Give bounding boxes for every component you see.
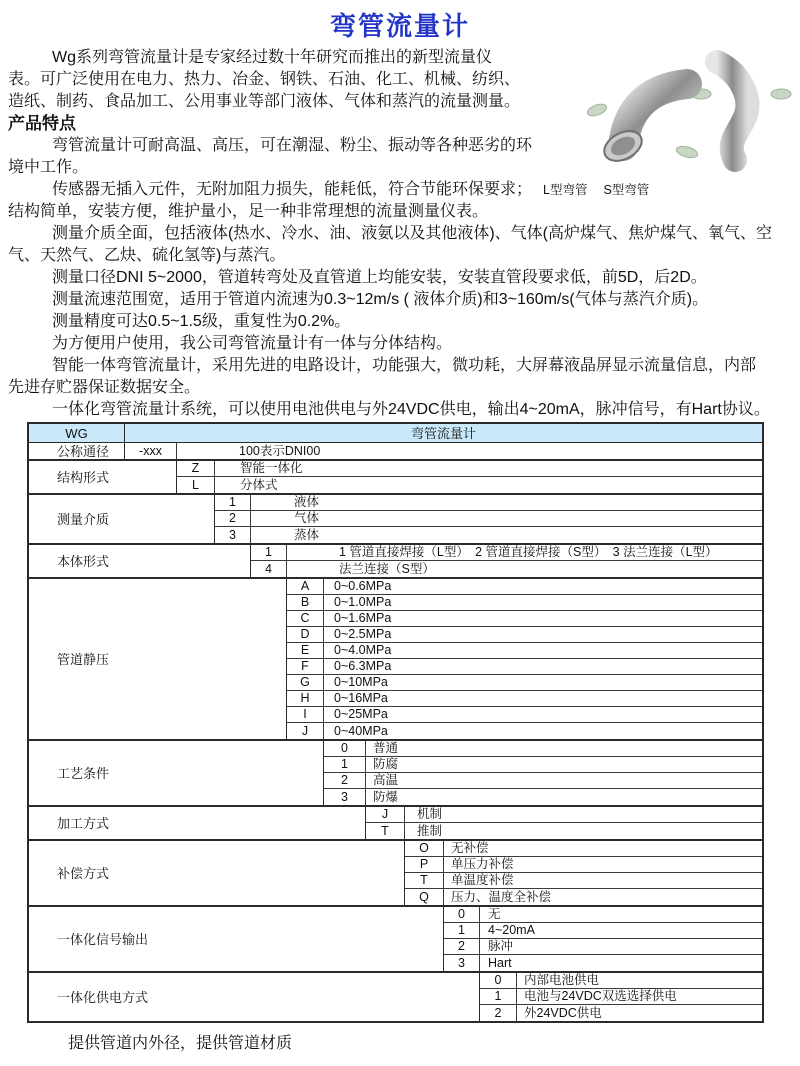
spec-group: [29, 459, 762, 493]
table-row: [324, 757, 762, 773]
spec-group: [29, 577, 762, 739]
spec-desc: 外24VDC供电: [524, 1005, 602, 1020]
intro-line: 一体化弯管流量计系统，可以使用电池供电与外24VDC供电，输出4~20mA，脉冲信号，有Hart协议。: [52, 401, 770, 418]
spec-group: [29, 543, 762, 577]
table-row: [480, 973, 762, 989]
table-row: [405, 841, 762, 857]
spec-desc: 单压力补偿: [451, 857, 514, 872]
intro-line: Wg系列弯管流量计是专家经过数十年研究而推出的新型流量仪: [52, 49, 493, 66]
spec-code: P: [405, 857, 444, 872]
spec-desc: 0~1.6MPa: [334, 611, 392, 626]
spec-code: 0: [444, 907, 480, 922]
spec-desc: 普通: [373, 741, 399, 756]
footer-note: 提供管道内外径，提供管道材质: [68, 1035, 293, 1052]
spec-group: [29, 443, 762, 459]
spec-group-label: 一体化信号输出: [29, 907, 444, 971]
spec-code: 3: [324, 789, 366, 805]
intro-line: 测量流速范围宽，适用于管道内流速为0.3~12m/s ( 液体介质)和3~160m/s(气体与蒸汽介质)。: [52, 291, 709, 308]
table-row: [405, 873, 762, 889]
spec-code: L: [177, 477, 215, 493]
table-row: [287, 723, 762, 739]
spec-desc: 法兰连接（S型）: [339, 561, 435, 576]
spec-desc: 防爆: [373, 789, 399, 804]
spec-desc: 0~6.3MPa: [334, 659, 392, 674]
intro-line: 表。可广泛使用在电力、热力、冶金、钢铁、石油、化工、机械、纺织、: [8, 71, 521, 88]
table-row: [324, 741, 762, 757]
spec-code: 1: [324, 757, 366, 772]
spec-desc: 0~25MPa: [334, 707, 388, 722]
spec-code: D: [287, 627, 324, 642]
table-row: [215, 511, 762, 527]
spec-group-rows: [177, 461, 762, 493]
spec-code: A: [287, 579, 324, 594]
table-row: [444, 923, 762, 939]
spec-desc: 压力、温度全补偿: [451, 889, 552, 904]
spec-code: F: [287, 659, 324, 674]
spec-desc: 液体: [294, 495, 320, 510]
spec-group-label: 管道静压: [29, 579, 287, 739]
spec-desc: 高温: [373, 773, 399, 788]
spec-desc: 单温度补偿: [451, 873, 514, 888]
spec-group-rows: [125, 443, 762, 459]
spec-code: H: [287, 691, 324, 706]
spec-code: -xxx: [125, 443, 177, 459]
table-row: [215, 495, 762, 511]
spec-code: 1: [251, 545, 287, 560]
intro-line: 结构简单，安装方便，维护量小，足一种非常理想的流量测量仪表。: [8, 203, 489, 220]
table-row: [287, 707, 762, 723]
model-selection-table: [27, 422, 764, 1023]
spec-group-label: 本体形式: [29, 545, 251, 577]
spec-desc: 0~16MPa: [334, 691, 388, 706]
table-row: [251, 545, 762, 561]
spec-code: 0: [480, 973, 517, 988]
spec-desc: 0~0.6MPa: [334, 579, 392, 594]
spec-code: C: [287, 611, 324, 626]
spec-code: Q: [405, 889, 444, 905]
spec-group-label: 加工方式: [29, 807, 366, 839]
table-row: [287, 627, 762, 643]
intro-line: 测量介质全面，包括液体(热水、冷水、油、液氨以及其他液体)、气体(高炉煤气、焦炉煤气、氧气、空: [52, 225, 772, 242]
spec-group-label: 测量介质: [29, 495, 215, 543]
intro-line: 先进存贮器保证数据安全。: [8, 379, 201, 396]
intro-line: 为方便用户使用，我公司弯管流量计有一体与分体结构。: [52, 335, 453, 352]
spec-group-rows: [366, 807, 762, 839]
spec-group-label: 结构形式: [29, 461, 177, 493]
features-heading: 产品特点: [8, 114, 76, 133]
table-row: [215, 527, 762, 543]
table-row: [287, 595, 762, 611]
table-row: [177, 477, 762, 493]
spec-group-label: 工艺条件: [29, 741, 324, 805]
spec-desc: 0~40MPa: [334, 723, 388, 738]
spec-group: [29, 905, 762, 971]
spec-desc: 1 管道直接焊接（L型） 2 管道直接焊接（S型） 3 法兰连接（L型）: [339, 545, 718, 560]
spec-code: 1: [215, 495, 251, 510]
spec-table-body: [29, 443, 762, 1021]
table-row: [177, 461, 762, 477]
spec-code: 4: [251, 561, 287, 577]
spec-code: 2: [324, 773, 366, 788]
spec-code: 1: [480, 989, 517, 1004]
spec-group-label: 一体化供电方式: [29, 973, 480, 1021]
spec-code: Z: [177, 461, 215, 476]
table-row: [444, 939, 762, 955]
table-row: [287, 675, 762, 691]
table-row: [405, 889, 762, 905]
table-row: [405, 857, 762, 873]
spec-desc: 蒸体: [294, 527, 320, 542]
s-elbow-caption: S型弯管: [603, 183, 650, 197]
spec-code: 2: [444, 939, 480, 954]
spec-desc: 推制: [417, 823, 443, 838]
spec-desc: 脉冲: [488, 939, 514, 954]
spec-code: J: [366, 807, 405, 822]
table-row: [125, 443, 762, 459]
spec-group-rows: [251, 545, 762, 577]
page-title: 弯管流量计: [329, 11, 470, 41]
intro-line: 气、天然气、乙炔、硫化氢等)与蒸汽。: [8, 247, 286, 264]
spec-desc: 0~1.0MPa: [334, 595, 392, 610]
spec-code: 3: [215, 527, 251, 543]
figure-captions: [543, 180, 649, 198]
intro-line: 传感器无插入元件，无附加阻力损失，能耗低，符合节能环保要求；: [52, 181, 533, 198]
table-row: [287, 691, 762, 707]
spec-desc: 0~4.0MPa: [334, 643, 392, 658]
table-row: [324, 773, 762, 789]
spec-code: J: [287, 723, 324, 739]
spec-code: T: [405, 873, 444, 888]
table-row: [287, 659, 762, 675]
spec-group: [29, 493, 762, 543]
table-row: [287, 643, 762, 659]
spec-desc: Hart: [488, 955, 512, 970]
table-row: [251, 561, 762, 577]
table-row: [366, 807, 762, 823]
spec-code: E: [287, 643, 324, 658]
l-elbow-caption: L型弯管: [543, 183, 588, 197]
spec-code: 2: [215, 511, 251, 526]
table-row: [444, 955, 762, 971]
spec-desc: 内部电池供电: [524, 973, 600, 988]
spec-desc: 智能一体化: [240, 461, 303, 476]
intro-line: 弯管流量计可耐高温、高压，可在潮湿、粉尘、振动等各种恶劣的环: [52, 137, 533, 154]
spec-group-rows: [215, 495, 762, 543]
table-row: [324, 789, 762, 805]
spec-desc: 4~20mA: [488, 923, 535, 938]
spec-desc: 无补偿: [451, 841, 489, 856]
spec-code: I: [287, 707, 324, 722]
spec-desc: 100表示DNI00: [239, 443, 321, 458]
spec-group-rows: [480, 973, 762, 1021]
intro-line: 造纸、制药、食品加工、公用事业等部门液体、气体和蒸汽的流量测量。: [8, 93, 521, 110]
spec-group-rows: [405, 841, 762, 905]
intro-line: 智能一体弯管流量计，采用先进的电路设计，功能强大，微功耗，大屏幕液晶屏显示流量信息，内部: [52, 357, 757, 374]
spec-table-header: [29, 424, 762, 443]
spec-code: G: [287, 675, 324, 690]
spec-group: [29, 805, 762, 839]
elbow-pipes-svg: [575, 42, 795, 182]
table-row: [480, 1005, 762, 1021]
spec-group-label: 补偿方式: [29, 841, 405, 905]
spec-code: 0: [324, 741, 366, 756]
spec-header-code: WG: [29, 424, 125, 442]
spec-group-rows: [287, 579, 762, 739]
spec-code: O: [405, 841, 444, 856]
spec-desc: 0~10MPa: [334, 675, 388, 690]
table-row: [444, 907, 762, 923]
spec-code: T: [366, 823, 405, 839]
spec-desc: 气体: [294, 511, 320, 526]
s-elbow-shape: [717, 62, 747, 160]
table-row: [366, 823, 762, 839]
spec-desc: 0~2.5MPa: [334, 627, 392, 642]
spec-code: 2: [480, 1005, 517, 1021]
spec-group: [29, 739, 762, 805]
table-row: [287, 579, 762, 595]
spec-desc: 防腐: [373, 757, 399, 772]
table-row: [287, 611, 762, 627]
spec-desc: 分体式: [240, 477, 278, 492]
spec-code: 1: [444, 923, 480, 938]
spec-group-rows: [324, 741, 762, 805]
spec-desc: 电池与24VDC双选选择供电: [524, 989, 677, 1004]
spec-group: [29, 971, 762, 1021]
spec-group: [29, 839, 762, 905]
spec-group-rows: [444, 907, 762, 971]
intro-line: 测量精度可达0.5~1.5级，重复性为0.2%。: [52, 313, 351, 330]
l-elbow-shape: [599, 84, 687, 167]
intro-line: 测量口径DNI 5~2000，管道转弯处及直管道上均能安装，安装直管段要求低，前5D，后2D。: [52, 269, 707, 286]
spec-header-title: 弯管流量计: [410, 425, 476, 441]
spec-desc: 机制: [417, 807, 443, 822]
spec-group-label: 公称通径: [29, 443, 125, 459]
spec-code: B: [287, 595, 324, 610]
intro-line: 境中工作。: [8, 159, 89, 176]
spec-code: 3: [444, 955, 480, 971]
spec-desc: 无: [488, 907, 501, 922]
elbow-pipes-image: [575, 42, 795, 182]
table-row: [480, 989, 762, 1005]
